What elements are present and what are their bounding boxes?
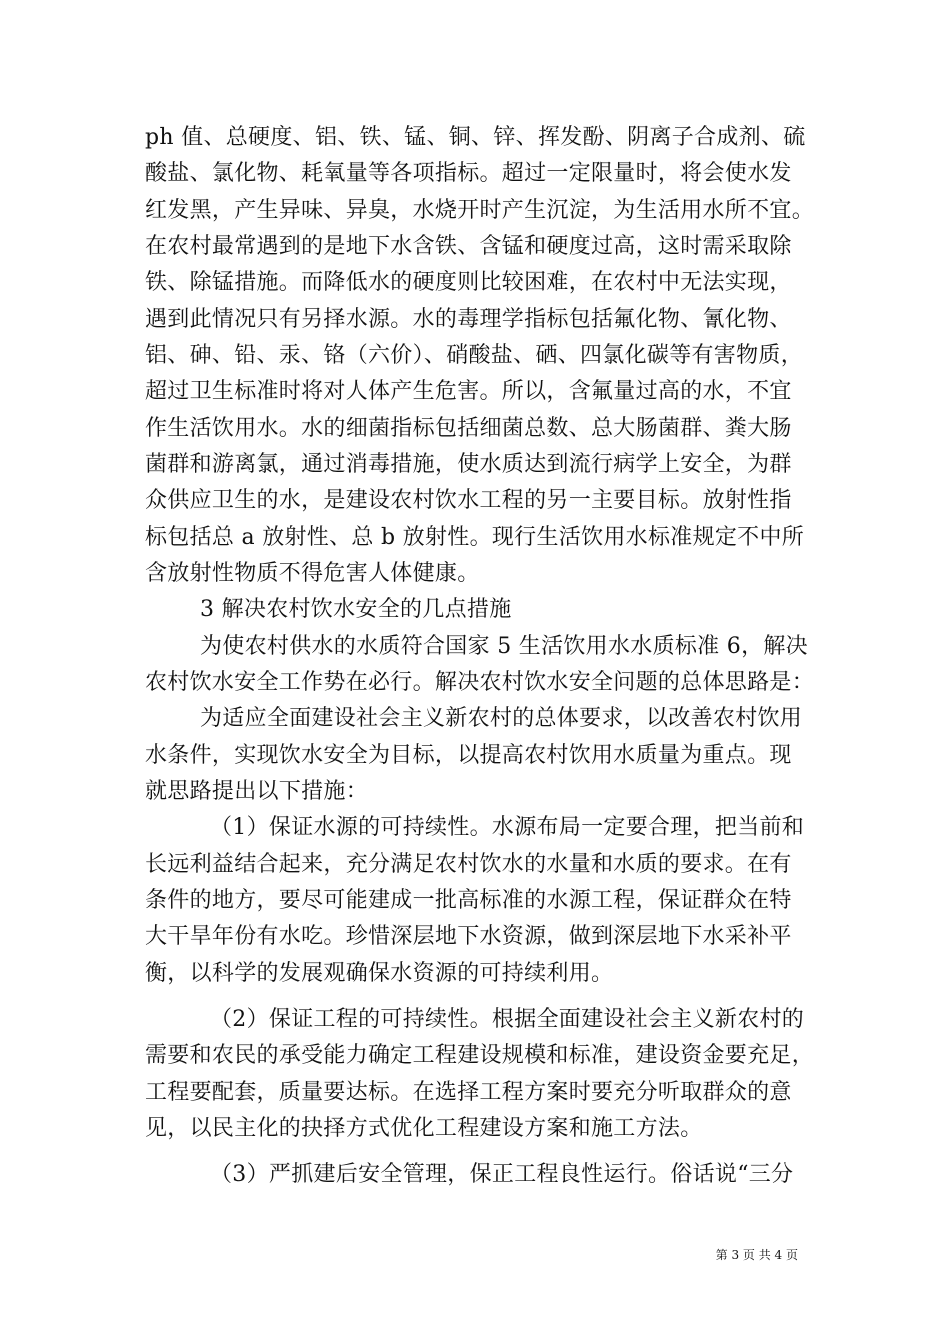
text-line: 铝、砷、铅、汞、铬（六价）、硝酸盐、硒、四氯化碳等有害物质，	[145, 343, 804, 368]
text-line: 遇到此情况只有另择水源。水的毒理学指标包括氟化物、氰化物、	[145, 307, 792, 332]
text-line: 需要和农民的承受能力确定工程建设规模和标准，建设资金要充足，	[145, 1043, 815, 1068]
text-line: （1）保证水源的可持续性。水源布局一定要合理，把当前和	[210, 815, 805, 840]
text-line: 众供应卫生的水，是建设农村饮水工程的另一主要目标。放射性指	[145, 488, 792, 513]
text-line: ph 值、总硬度、铝、铁、锰、铜、锌、挥发酚、阴离子合成剂、硫	[145, 125, 806, 150]
text-line: 为使农村供水的水质符合国家 5 生活饮用水水质标准 6，解决	[200, 634, 808, 659]
text-line: 菌群和游离氯，通过消毒措施，使水质达到流行病学上安全，为群	[145, 452, 792, 477]
text-line: 酸盐、氯化物、耗氧量等各项指标。超过一定限量时，将会使水发	[145, 161, 792, 186]
text-line: 农村饮水安全工作势在必行。解决农村饮水安全问题的总体思路是：	[145, 670, 815, 695]
text-line: 就思路提出以下措施：	[145, 779, 369, 804]
text-line: 在农村最常遇到的是地下水含铁、含锰和硬度过高，这时需采取除	[145, 234, 792, 259]
text-line: 含放射性物质不得危害人体健康。	[145, 561, 480, 586]
text-line: 长远利益结合起来，充分满足农村饮水的水量和水质的要求。在有	[145, 852, 792, 877]
text-line: 为适应全面建设社会主义新农村的总体要求，以改善农村饮用	[200, 706, 803, 731]
page-number: 第 3 页 共 4 页	[715, 1248, 798, 1262]
text-line: 超过卫生标准时将对人体产生危害。所以，含氟量过高的水，不宜	[145, 379, 792, 404]
text-line: 大干旱年份有水吃。珍惜深层地下水资源，做到深层地下水采补平	[145, 924, 792, 949]
text-line: 条件的地方，要尽可能建成一批高标准的水源工程，保证群众在特	[145, 888, 792, 913]
section-heading: 3 解决农村饮水安全的几点措施	[200, 597, 512, 622]
text-line: （2）保证工程的可持续性。根据全面建设社会主义新农村的	[210, 1007, 805, 1032]
text-line: 水条件，实现饮水安全为目标，以提高农村饮用水质量为重点。现	[145, 743, 792, 768]
text-line: 衡，以科学的发展观确保水资源的可持续利用。	[145, 961, 614, 986]
text-line: 铁、除锰措施。而降低水的硬度则比较困难，在农村中无法实现，	[145, 270, 792, 295]
text-line: （3）严抓建后安全管理，保正工程良性运行。俗话说“三分	[210, 1162, 794, 1187]
text-line: 见，以民主化的抉择方式优化工程建设方案和施工方法。	[145, 1116, 703, 1141]
text-line: 作生活饮用水。水的细菌指标包括细菌总数、总大肠菌群、粪大肠	[145, 416, 792, 441]
text-line: 工程要配套，质量要达标。在选择工程方案时要充分听取群众的意	[145, 1080, 792, 1105]
text-line: 红发黑，产生异味、异臭，水烧开时产生沉淀，为生活用水所不宜。	[145, 198, 815, 223]
text-line: 标包括总 a 放射性、总 b 放射性。现行生活饮用水标准规定不中所	[145, 525, 805, 550]
